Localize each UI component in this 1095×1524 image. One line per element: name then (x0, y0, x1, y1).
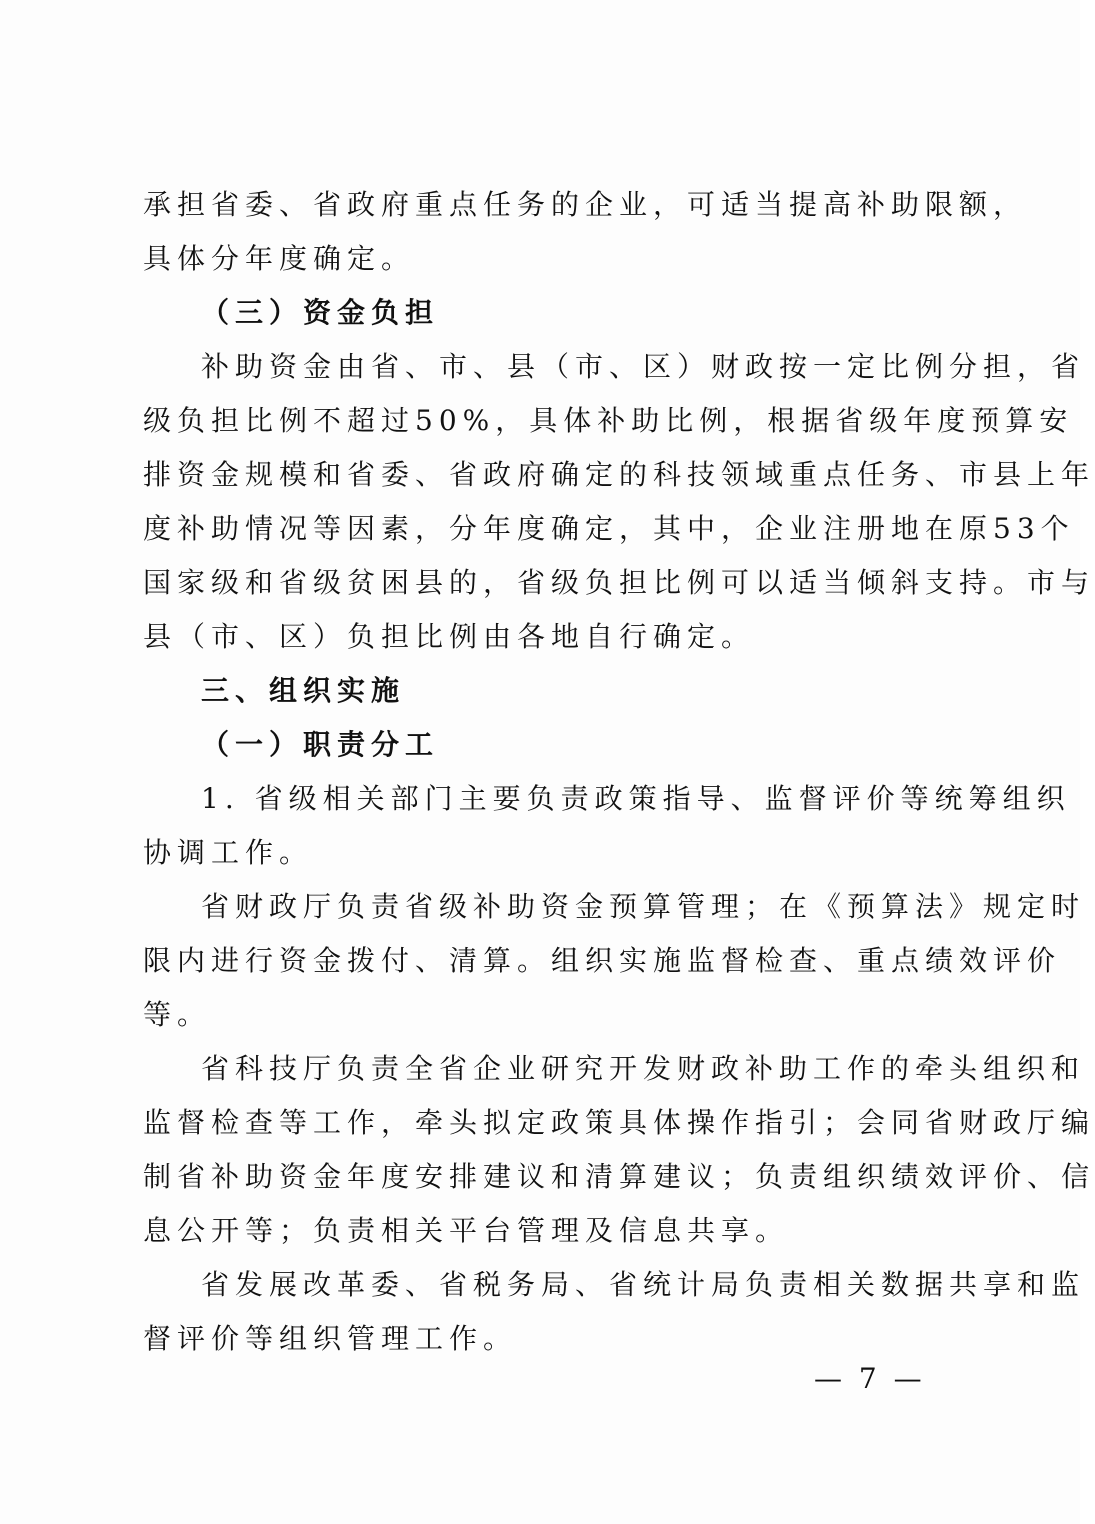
section-heading: 三、组织实施 (201, 674, 406, 707)
section-subheading: （三）资金负担 (201, 296, 440, 329)
body-line: 等。 (143, 998, 212, 1031)
body-line: 国家级和省级贫困县的，省级负担比例可以适当倾斜支持。市与 (143, 566, 1095, 599)
body-line: 省财政厅负责省级补助资金预算管理；在《预算法》规定时 (201, 890, 1086, 923)
document-body (143, 178, 1095, 1366)
body-line: 具体分年度确定。 (143, 242, 416, 275)
page-number: — 7 — (814, 1362, 926, 1395)
body-line: 限内进行资金拨付、清算。组织实施监督检查、重点绩效评价 (143, 944, 1062, 977)
body-line: 督评价等组织管理工作。 (143, 1322, 518, 1355)
body-line: 承担省委、省政府重点任务的企业，可适当提高补助限额， (143, 188, 1028, 221)
body-line: 省科技厅负责全省企业研究开发财政补助工作的牵头组织和 (201, 1052, 1086, 1085)
body-line: 补助资金由省、市、县（市、区）财政按一定比例分担，省 (201, 350, 1086, 383)
body-line: 1. 省级相关部门主要负责政策指导、监督评价等统筹组织 (201, 782, 1071, 815)
body-line: 度补助情况等因素，分年度确定，其中，企业注册地在原53个 (143, 512, 1075, 545)
body-line: 监督检查等工作，牵头拟定政策具体操作指引；会同省财政厅编 (143, 1106, 1095, 1139)
body-line: 级负担比例不超过50%，具体补助比例，根据省级年度预算安 (143, 404, 1074, 437)
section-subheading: （一）职责分工 (201, 728, 440, 761)
body-line: 排资金规模和省委、省政府确定的科技领域重点任务、市县上年 (143, 458, 1095, 491)
body-line: 息公开等；负责相关平台管理及信息共享。 (143, 1214, 790, 1247)
body-line: 省发展改革委、省税务局、省统计局负责相关数据共享和监 (201, 1268, 1086, 1301)
body-line: 协调工作。 (143, 836, 314, 869)
body-line: 制省补助资金年度安排建议和清算建议；负责组织绩效评价、信 (143, 1160, 1095, 1193)
body-line: 县（市、区）负担比例由各地自行确定。 (143, 620, 756, 653)
